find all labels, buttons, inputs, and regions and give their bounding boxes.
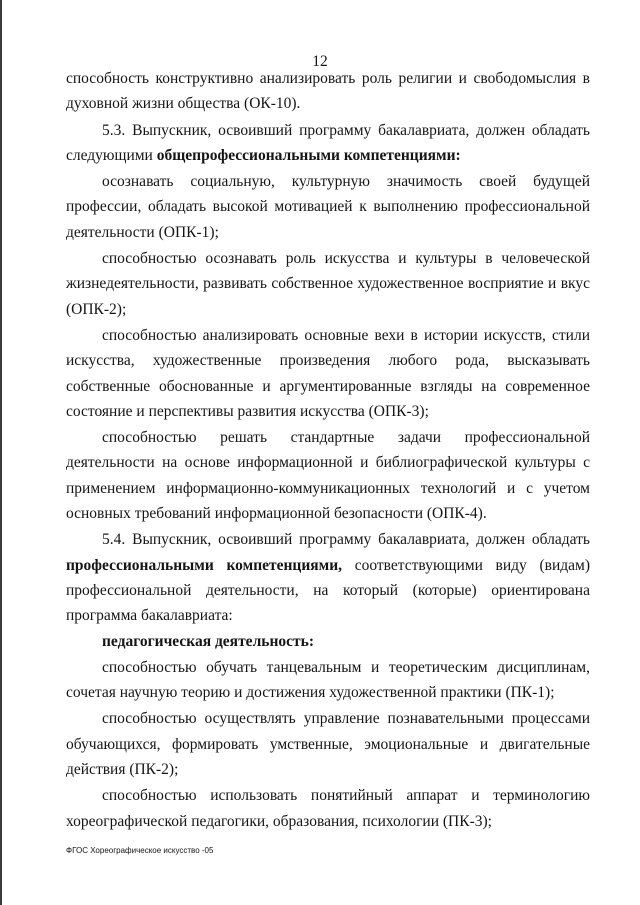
page-edge: [0, 0, 2, 905]
paragraph-text: способность конструктивно анализировать роль религии и свободомыслия в духовной жизни общества (ОК-10).: [66, 70, 590, 113]
paragraph-pk2: [66, 706, 590, 782]
bold-term: общепрофессиональными компетенциями:: [156, 146, 461, 164]
page-number: 12: [312, 53, 328, 70]
paragraph-pk1: [66, 655, 590, 706]
paragraph-text: соответствующими виду (видам) профессиональной деятельности, на который (которые) ориентирована программа бакалавриата:: [66, 556, 590, 625]
paragraph-text: способностью анализировать основные вехи в истории искусств, стили искусства, художественные произведения любого рода, высказывать собственные обоснованные и аргументированные взгляды на современное состояние и перспективы развития искусства (ОПК-3);: [66, 326, 590, 420]
section-heading: педагогическая деятельность:: [102, 632, 314, 650]
page-footer: ФГОС Хореографическое искусство -05: [66, 846, 214, 855]
bold-term: профессиональными компетенциями,: [66, 556, 343, 574]
paragraph-5-4: [66, 527, 590, 628]
document-body: [66, 66, 590, 834]
paragraph-text: способностью использовать понятийный аппарат и терминологию хореографической педагогики, образования, психологии (ПК-3);: [66, 787, 590, 830]
paragraph-opk1: [66, 169, 590, 245]
paragraph-5-3: [66, 118, 590, 169]
paragraph-ok10: [66, 66, 590, 117]
paragraph-opk3: [66, 323, 590, 424]
paragraph-text: способностью решать стандартные задачи профессиональной деятельности на основе информационной и библиографической культуры с применением информационно-коммуникационных технологий и с учетом основных требований информационной безопасности (ОПК-4).: [66, 429, 590, 523]
paragraph-pk3: [66, 783, 590, 834]
paragraph-text: 5.4. Выпускник, освоивший программу бакалавриата, должен обладать: [102, 531, 590, 549]
paragraph-text: способностью осуществлять управление познавательными процессами обучающихся, формировать умственные, эмоциональные и двигательные действия (ПК-2);: [66, 710, 590, 779]
paragraph-opk2: [66, 246, 590, 322]
paragraph-text: способностью обучать танцевальным и теоретическим дисциплинам, сочетая научную теорию и достижения художественной практики (ПК-1);: [66, 658, 590, 702]
paragraph-opk4: [66, 425, 590, 526]
paragraph-text: способностью осознавать роль искусства и культуры в человеческой жизнедеятельности, развивать собственное художественное восприятие и вкус (ОПК-2);: [66, 250, 590, 318]
paragraph-text: осознавать социальную, культурную значимость своей будущей профессии, обладать высокой мотивацией к выполнению профессиональной деятельности (ОПК-1);: [66, 173, 590, 241]
paragraph-text: 5.3. Выпускник, освоивший программу бакалавриата, должен обладать следующими: [66, 121, 590, 164]
